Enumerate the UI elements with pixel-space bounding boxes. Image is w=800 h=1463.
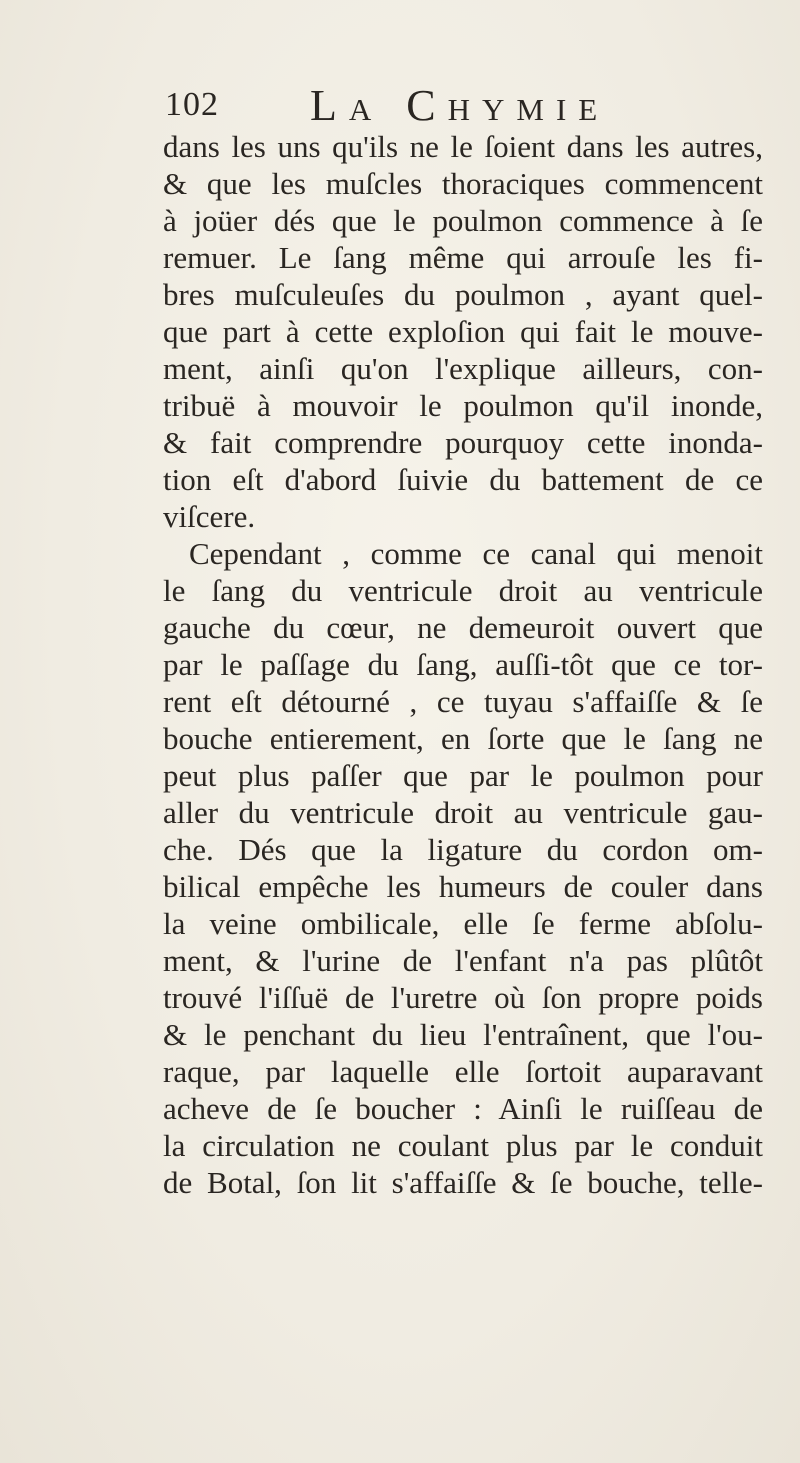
text-line: par le paſſage du ſang, auſſi-tôt que ce tor- — [163, 647, 763, 682]
text-line: dans les uns qu'ils ne le ſoient dans les autres, — [163, 129, 763, 164]
text-line: tion eſt d'abord ſuivie du battement de ce — [163, 462, 763, 497]
text-line: bilical empêche les humeurs de couler dans — [163, 869, 763, 904]
text-line: remuer. Le ſang même qui arrouſe les fi- — [163, 240, 763, 275]
page-number: 102 — [165, 86, 219, 123]
body-text — [163, 128, 763, 1201]
text-line: ment, ainſi qu'on l'explique ailleurs, con- — [163, 351, 763, 386]
paragraph-start-line: Cependant , comme ce canal qui menoit — [189, 536, 763, 571]
text-line: acheve de ſe boucher : Ainſi le ruiſſeau de — [163, 1091, 763, 1126]
text-line: la veine ombilicale, elle ſe ferme abſolu- — [163, 906, 763, 941]
text-line: & fait comprendre pourquoy cette inonda- — [163, 425, 763, 460]
text-line: trouvé l'iſſuë de l'uretre où ſon propre poids — [163, 980, 763, 1015]
text-line: & le penchant du lieu l'entraînent, que l'ou- — [163, 1017, 763, 1052]
page-header — [165, 80, 745, 130]
text-line: rent eſt détourné , ce tuyau s'affaiſſe & ſe — [163, 684, 763, 719]
text-line: peut plus paſſer que par le poulmon pour — [163, 758, 763, 793]
running-title: La Chymie — [310, 81, 610, 130]
text-line: & que les muſcles thoraciques commencent — [163, 166, 763, 201]
text-line: bres muſculeuſes du poulmon , ayant quel- — [163, 277, 763, 312]
text-line: la circulation ne coulant plus par le conduit — [163, 1128, 763, 1163]
text-line: ment, & l'urine de l'enfant n'a pas plûtôt — [163, 943, 763, 978]
text-line: aller du ventricule droit au ventricule gau- — [163, 795, 763, 830]
text-line: de Botal, ſon lit s'affaiſſe & ſe bouche, telle- — [163, 1165, 763, 1200]
text-line: que part à cette exploſion qui fait le mouve- — [163, 314, 763, 349]
text-line: le ſang du ventricule droit au ventricule — [163, 573, 763, 608]
text-line: bouche entierement, en ſorte que le ſang ne — [163, 721, 763, 756]
text-line: gauche du cœur, ne demeuroit ouvert que — [163, 610, 763, 645]
text-line: tribuë à mouvoir le poulmon qu'il inonde, — [163, 388, 763, 423]
text-line: raque, par laquelle elle ſortoit auparavant — [163, 1054, 763, 1089]
text-line: che. Dés que la ligature du cordon om- — [163, 832, 763, 867]
text-line: viſcere. — [163, 499, 256, 534]
text-line: à joüer dés que le poulmon commence à ſe — [163, 203, 763, 238]
